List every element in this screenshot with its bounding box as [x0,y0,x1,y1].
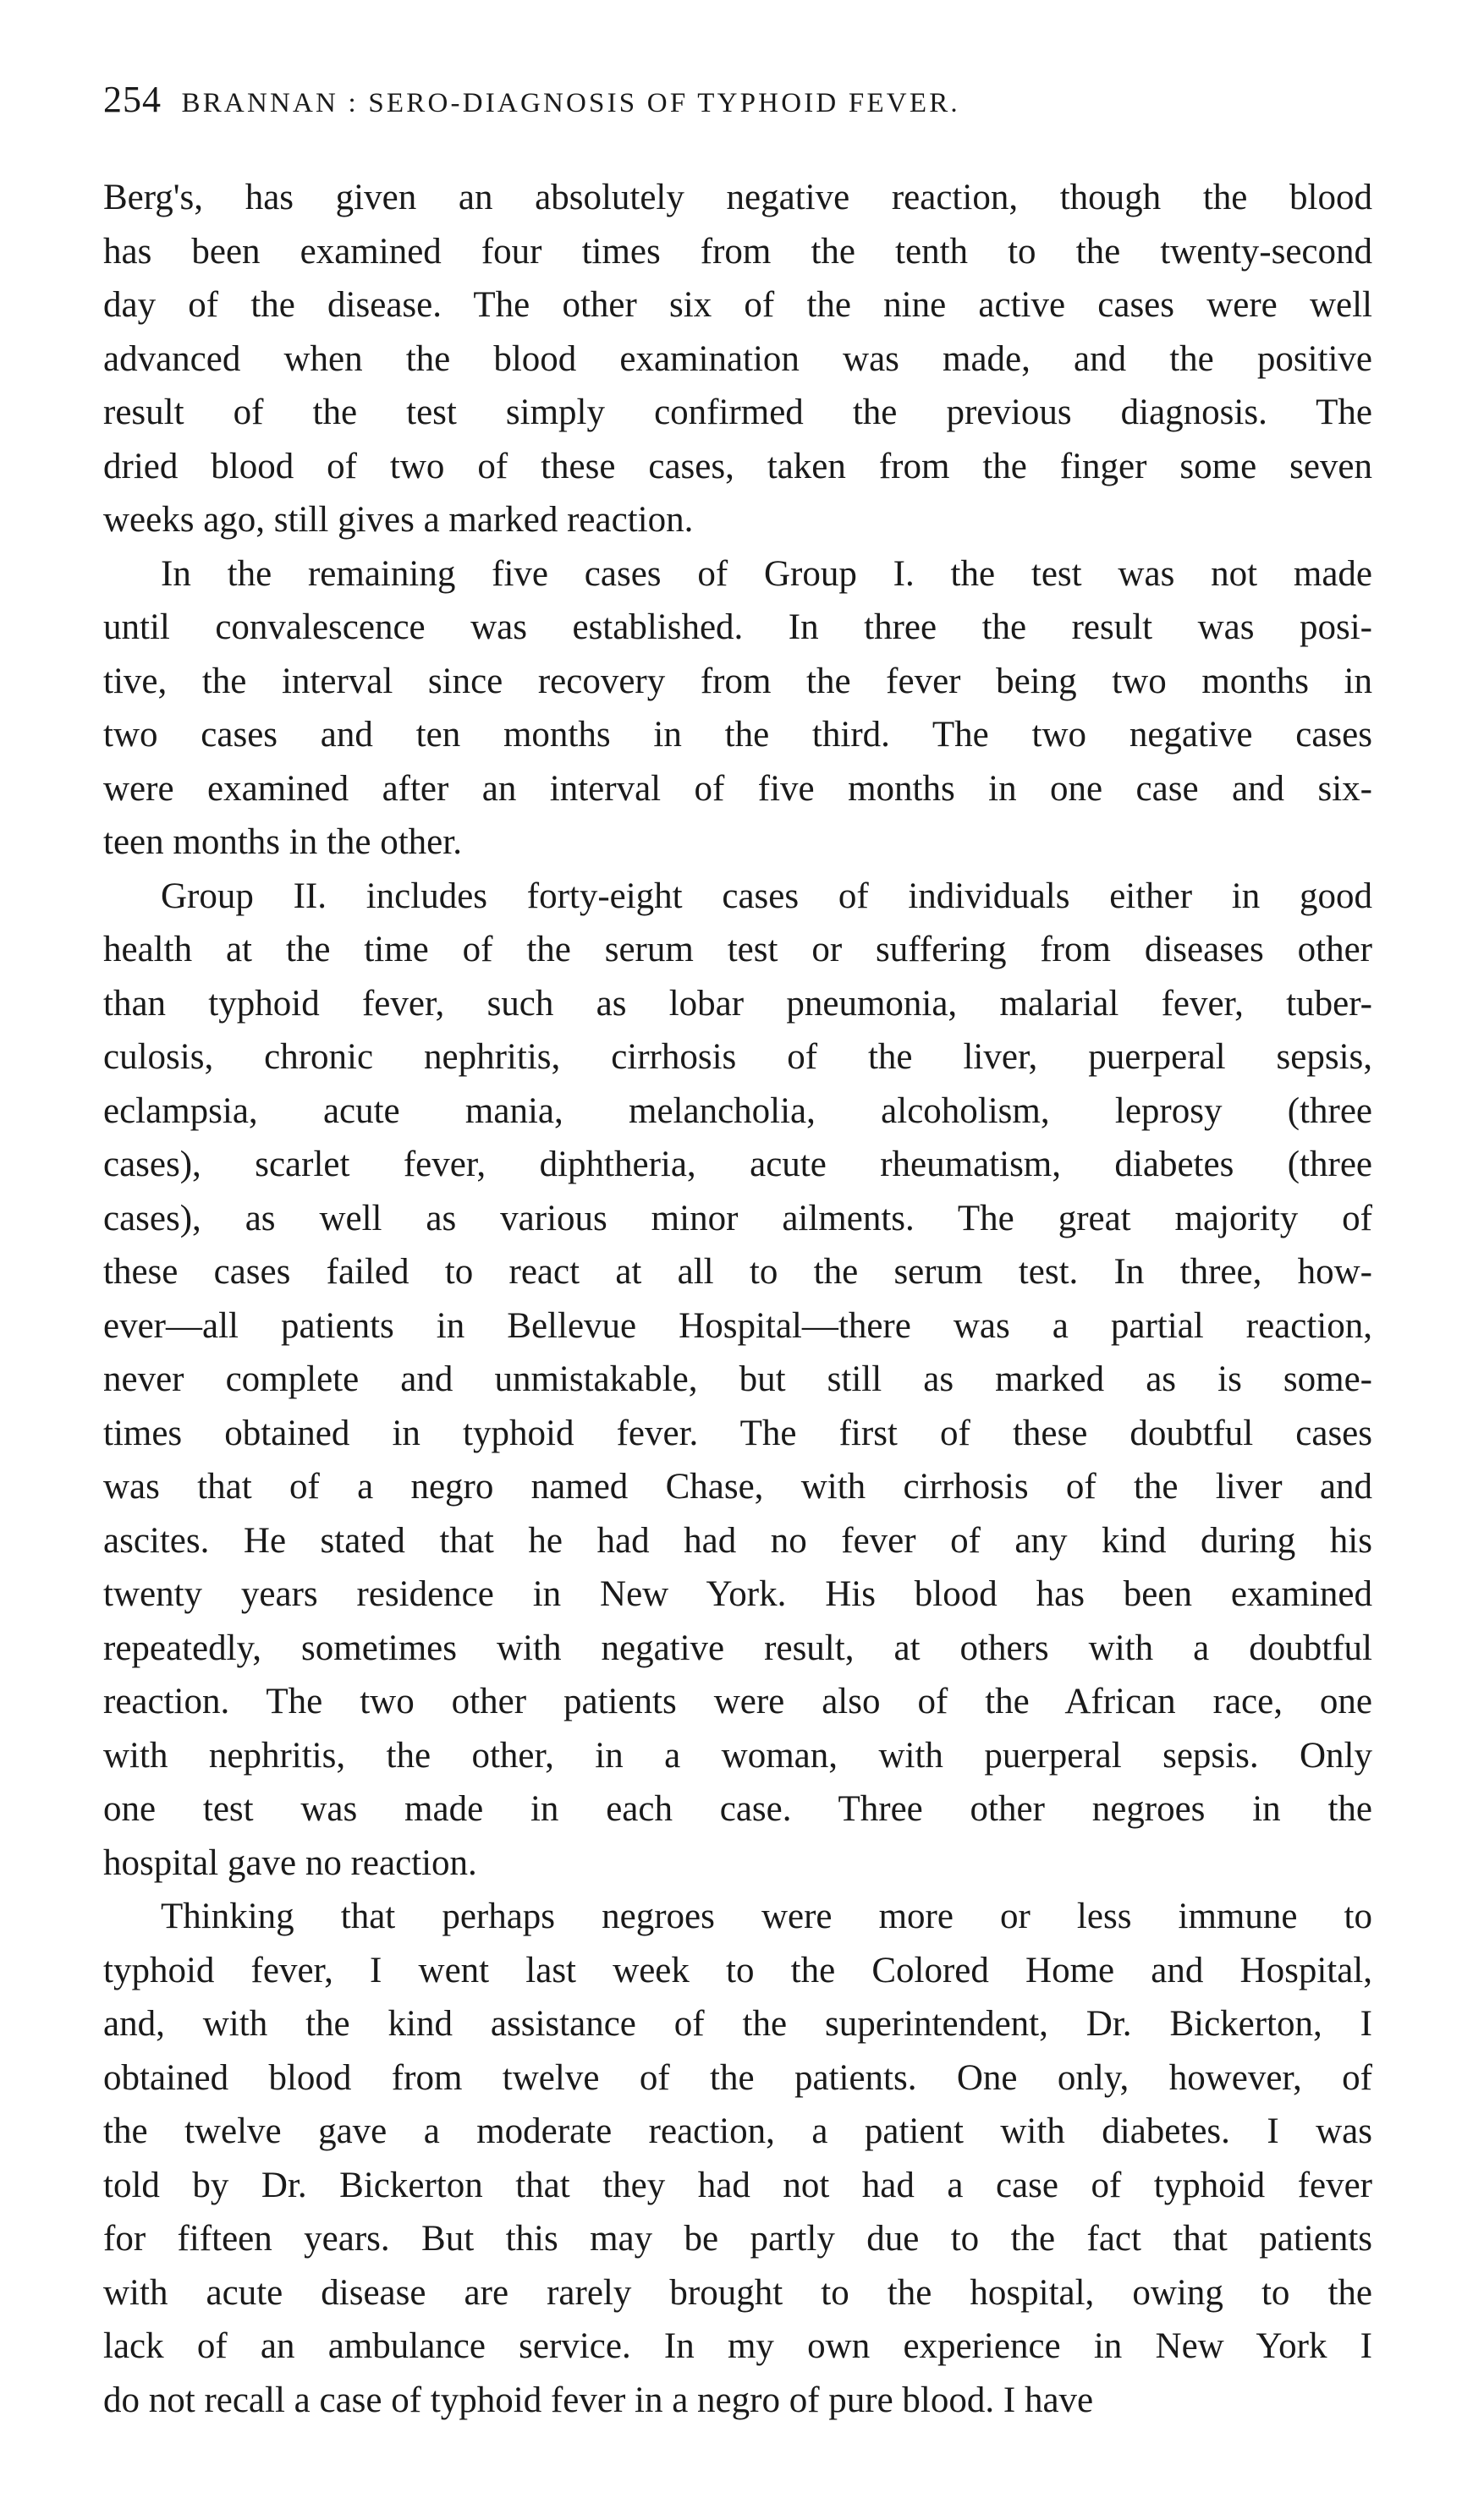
text-line: weeks ago, still gives a marked reaction. [103,500,694,540]
text-line: obtained blood from twelve of the patients. One only, however, of [103,2057,1372,2098]
text-line: these cases failed to react at all to the serum test. In three, how- [103,1252,1372,1292]
text-line: one test was made in each case. Three other negroes in the [103,1789,1372,1829]
text-line: day of the disease. The other six of the nine active cases were well [103,285,1372,325]
text-line: lack of an ambulance service. In my own experience in New York I [103,2326,1372,2366]
book-page [103,68,1372,2427]
paragraph-4 [103,1890,1372,2427]
text-line: do not recall a case of typhoid fever in a negro of pure blood. I have [103,2380,1094,2420]
text-line: ever—all patients in Bellevue Hospital—there was a partial reaction, [103,1305,1372,1346]
text-line: cases), scarlet fever, diphtheria, acute rheumatism, diabetes (three [103,1145,1372,1184]
text-line: with nephritis, the other, in a woman, with puerperal sepsis. Only [103,1735,1372,1776]
paragraph-2 [103,547,1372,870]
running-title: BRANNAN : SERO-DIAGNOSIS OF TYPHOID FEVER. [181,88,960,118]
text-line: reaction. The two other patients were also of the African race, one [103,1682,1372,1721]
text-line: never complete and unmistakable, but still as marked as is some- [103,1359,1372,1399]
text-line: for fifteen years. But this may be partly due to the fact that patients [103,2219,1372,2259]
text-line: two cases and ten months in the third. The two negative cases [103,715,1372,755]
text-line: typhoid fever, I went last week to the Colored Home and Hospital, [103,1950,1372,1990]
text-line: were examined after an interval of five months in one case and six- [103,768,1372,809]
text-line: than typhoid fever, such as lobar pneumonia, malarial fever, tuber- [103,983,1372,1024]
text-line: Thinking that perhaps negroes were more or less immune to [161,1897,1372,1936]
text-line: told by Dr. Bickerton that they had not had a case of typhoid fever [103,2165,1372,2205]
text-line: culosis, chronic nephritis, cirrhosis of the liver, puerperal sepsis, [103,1037,1372,1077]
text-line: eclampsia, acute mania, melancholia, alcoholism, leprosy (three [103,1090,1372,1131]
text-line: ascites. He stated that he had had no fever of any kind during his [103,1520,1372,1561]
text-line: was that of a negro named Chase, with cirrhosis of the liver and [103,1467,1372,1507]
text-line: Group II. includes forty-eight cases of individuals either in good [161,876,1372,916]
text-line: advanced when the blood examination was made, and the positive [103,338,1372,379]
text-line: hospital gave no reaction. [103,1842,477,1883]
text-line: dried blood of two of these cases, taken from the finger some seven [103,446,1372,486]
text-line: repeatedly, sometimes with negative result, at others with a doubtful [103,1628,1372,1668]
text-line: result of the test simply confirmed the previous diagnosis. The [103,393,1372,432]
text-line: times obtained in typhoid fever. The first of these doubtful cases [103,1413,1372,1453]
text-line: cases), as well as various minor ailments. The great majority of [103,1198,1372,1238]
text-line: Berg's, has given an absolutely negative reaction, though the blood [103,178,1372,217]
text-line: teen months in the other. [103,822,462,862]
page-number: 254 [103,79,162,120]
text-line: with acute disease are rarely brought to the hospital, owing to the [103,2272,1372,2313]
paragraph-1 [103,171,1372,547]
text-line: and, with the kind assistance of the superintendent, Dr. Bickerton, I [103,2004,1372,2044]
text-line: until convalescence was established. In three the result was posi- [103,607,1372,647]
running-head [103,68,1372,132]
text-line: the twelve gave a moderate reaction, a patient with diabetes. I was [103,2111,1372,2151]
text-line: tive, the interval since recovery from the fever being two months in [103,661,1372,701]
text-line: health at the time of the serum test or suffering from diseases other [103,930,1372,969]
text-line: has been examined four times from the tenth to the twenty-second [103,231,1372,272]
body-text [103,171,1372,2427]
text-line: twenty years residence in New York. His blood has been examined [103,1574,1372,1614]
paragraph-3 [103,870,1372,1891]
text-line: In the remaining five cases of Group I. the test was not made [161,553,1372,594]
